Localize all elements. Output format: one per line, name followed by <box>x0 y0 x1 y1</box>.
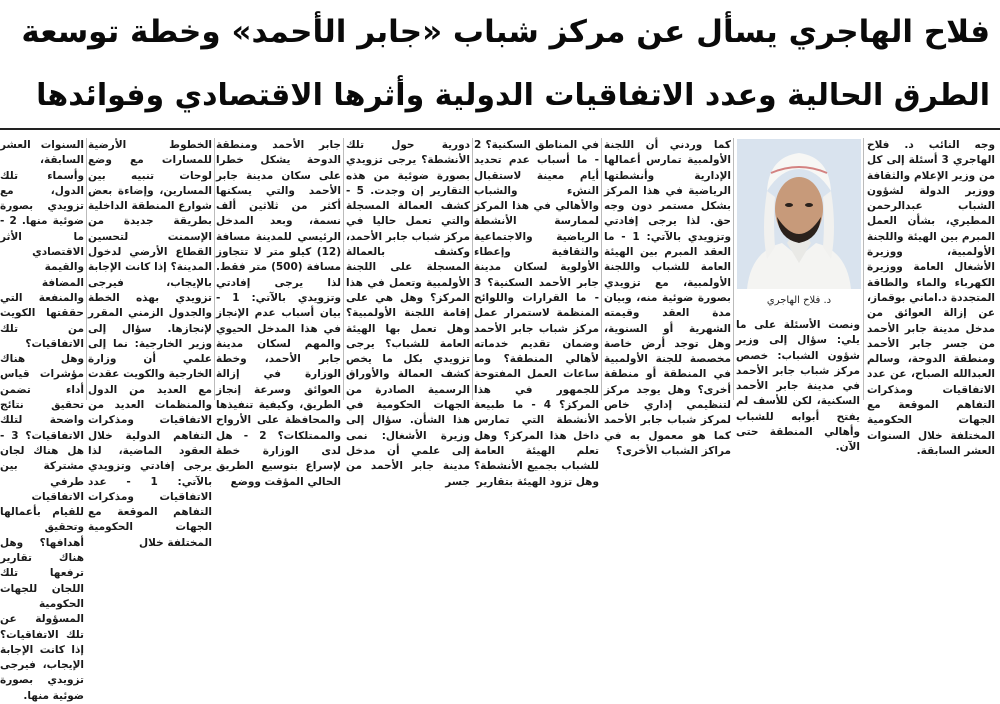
headline-line-1: فلاح الهاجري يسأل عن مركز شباب «جابر الأحمد» وخطة توسعة <box>21 14 990 50</box>
column-divider <box>733 138 734 400</box>
article-column-2 <box>736 318 860 454</box>
column-3-text: كما وردني أن اللجنة الأولمبية تمارس أعمالها الإدارية وأنشطتها الرياضية في هذا المركز بشكل مستمر دون وجه حق. لذا يرجى إفادتي وتزويدي بالآتي: 1 - ما العقد المبرم بين الهيئة العامة للشباب واللجنة الأولمبية، مع تزويدي بصورة ضوئية منه، وبيان مدة العقد وقيمته الشهرية أو السنوية، وهل توجد أرض خاصة مخصصة للجنة الأولمبية في المنطقة أو منطقة أخرى؟ وهل يوجد مركز لتنظيمي إداري خاص لمركز شباب جابر الأحمد كما هو معمول به في مراكز الشباب الأخرى؟ <box>604 139 731 457</box>
article-column-8 <box>0 138 85 702</box>
column-divider <box>472 138 473 400</box>
column-divider <box>343 138 344 400</box>
article-column-5 <box>346 138 471 488</box>
headline-line-2: الطرق الحالية وعدد الاتفاقيات الدولية وأثرها الاقتصادي وفوائدها <box>36 78 990 113</box>
column-divider <box>214 138 215 400</box>
article-column-7 <box>88 138 213 549</box>
column-8-text: السنوات العشر السابقة، وأسماء تلك الدول، مع تزويدي بصورة ضوئية منها. 2 - ما الأثر الاقتصادي والقيمة المضافة والمنفعة التي حققتها الكويت من تلك الاتفاقيات؟ وهل هناك مؤشرات قياس أداء تضمن تحقيق نتائج واضحة لتلك الاتفاقيات؟ 3 - هل هناك لجان مشتركة بين طرفي الاتفاقيات للقيام بأعمالها وتحقيق أهدافها؟ وهل هناك تقارير ترفعها تلك اللجان للجهات الحكومية المسؤولة عن تلك الاتفاقيات؟ إذا كانت الإجابة الإيجاب، فيرجى تزويدي بصورة ضوئية منها. <box>0 139 85 702</box>
column-5-text: دورية حول تلك الأنشطة؟ يرجى تزويدي بصورة ضوئية من هذه التقارير إن وجدت. 5 - كشف العمالة المسجلة والتي تعمل حاليا في مركز شباب جابر الأحمد، وكشف بالعمالة المسجلة على اللجنة الأولمبية وتعمل في هذا المركز؟ وهل هي على إقامة اللجنة الأولمبية؟ وهل تعمل بها الهيئة العامة للشباب؟ يرجى تزويدي بكل ما يخص كشف العمالة والأوراق الرسمية الصادرة من الجهات الحكومية في هذا الشأن. سؤال إلى وزيرة الأشغال: نمى إلى علمي أن مدخل مدينة جابر الأحمد من جسر <box>346 139 471 488</box>
headline <box>0 0 1000 130</box>
column-divider <box>86 138 87 400</box>
headline-rule <box>0 128 1000 130</box>
column-divider <box>601 138 602 400</box>
column-divider <box>863 138 864 400</box>
article-column-6 <box>216 138 342 488</box>
column-4-text: في المناطق السكنية؟ 2 - ما أسباب عدم تحديد أيام معينة لاستقبال النشء والشباب والأهالي في هذا المركز لممارسة الأنشطة الرياضية والاجتماعية والثقافية وإعطاء الأولوية لسكان مدينة جابر الأحمد السكنية؟ 3 - ما القرارات واللوائح المنظمة لاستمرار عمل مركز شباب جابر الأحمد وضمان تقديم خدماته لأهالي المنطقة؟ وما ساعات العمل المفتوحة للجمهور في هذا المركز؟ 4 - ما طبيعة الأنشطة التي تمارس داخل هذا المركز؟ وهل تعلم الهيئة العامة للشباب بجميع الأنشطة؟ وهل تزود الهيئة بتقارير <box>474 139 600 488</box>
photo-caption: د. فلاح الهاجري <box>766 295 832 306</box>
portrait-photo <box>737 139 861 289</box>
portrait-illustration <box>737 139 861 289</box>
article-column-1 <box>867 138 995 457</box>
column-2-text: ونصت الأسئلة على ما يلي: سؤال إلى وزير شؤون الشباب: خصص مركز شباب جابر الأحمد في مدينة جابر الأحمد السكنية، لكن للأسف لم يفتح أبوابه للشباب وأهالي المنطقة حتى الآن. <box>736 319 860 454</box>
article-column-4 <box>474 138 600 488</box>
column-6-text: جابر الأحمد ومنطقة الدوحة يشكل خطرا على سكان مدينة جابر الأحمد والتي يسكنها أكثر من ثلاثين ألف نسمة، وبعد المدخل الرئيسي للمدينة مسافة (12) كيلو متر لا تتجاوز مسافة (500) متر فقط. لذا يرجى إفادتي وتزويدي بالآتي: 1 - بيان أسباب عدم الإنجاز في هذا المدخل الحيوي والمهم لسكان مدينة جابر الأحمد، وخطة الوزارة في إزالة العوائق وسرعة إنجاز الطريق، وكيفية تنفيذها والمحافظة على الأرواح والممتلكات؟ 2 - هل لدى الوزارة خطة لإسراع بتوسيع الطريق الحالي المؤقت ووضع <box>216 139 342 488</box>
column-7-text: الخطوط الأرضية للمسارات مع وضع لوحات تنبيه بين المسارين، وإضاءة بعض شوارع المنطقة الداخلية بطريقة جديدة من الإسمنت لتحسين القطاع الأرضي لدخول المدينة؟ إذا كانت الإجابة بالإيجاب، فيرجى تزويدي بهذه الخطة والجدول الزمني المقرر لإنجازها. سؤال إلى وزير الخارجية: نما إلى علمي أن وزارة الخارجية والكويت عقدت مع العديد من الدول والمنظمات العديد من الاتفاقيات ومذكرات التفاهم الدولية خلال العقود الماضية، لذا يرجى إفادتي وتزويدي بالآتي: 1 - عدد الاتفاقيات ومذكرات التفاهم الموقعة مع الجهات الحكومية المختلفة خلال <box>88 139 213 549</box>
article-column-3 <box>604 138 731 457</box>
column-1-text: وجه النائب د. فلاح الهاجري 3 أسئلة إلى كل من وزير الإعلام والثقافة ووزير الدولة لشؤون الشباب عبدالرحمن المطيري، بشأن العمل المبرم بين الهيئة واللجنة الأولمبية، ووزيرة الأشغال العامة ووزيرة الكهرباء والماء والطاقة المتجددة د.اماني بوقماز، عن إزالة العوائق من مدخل مدينة جابر الأحمد من جسر جابر الأحمد ومنطقة الدوحة، وسالم العبدالله الصباح، عن عدد الاتفاقيات ومذكرات التفاهم الموقعة مع الجهات الحكومية المختلفة خلال السنوات العشر السابقة. <box>867 139 995 457</box>
